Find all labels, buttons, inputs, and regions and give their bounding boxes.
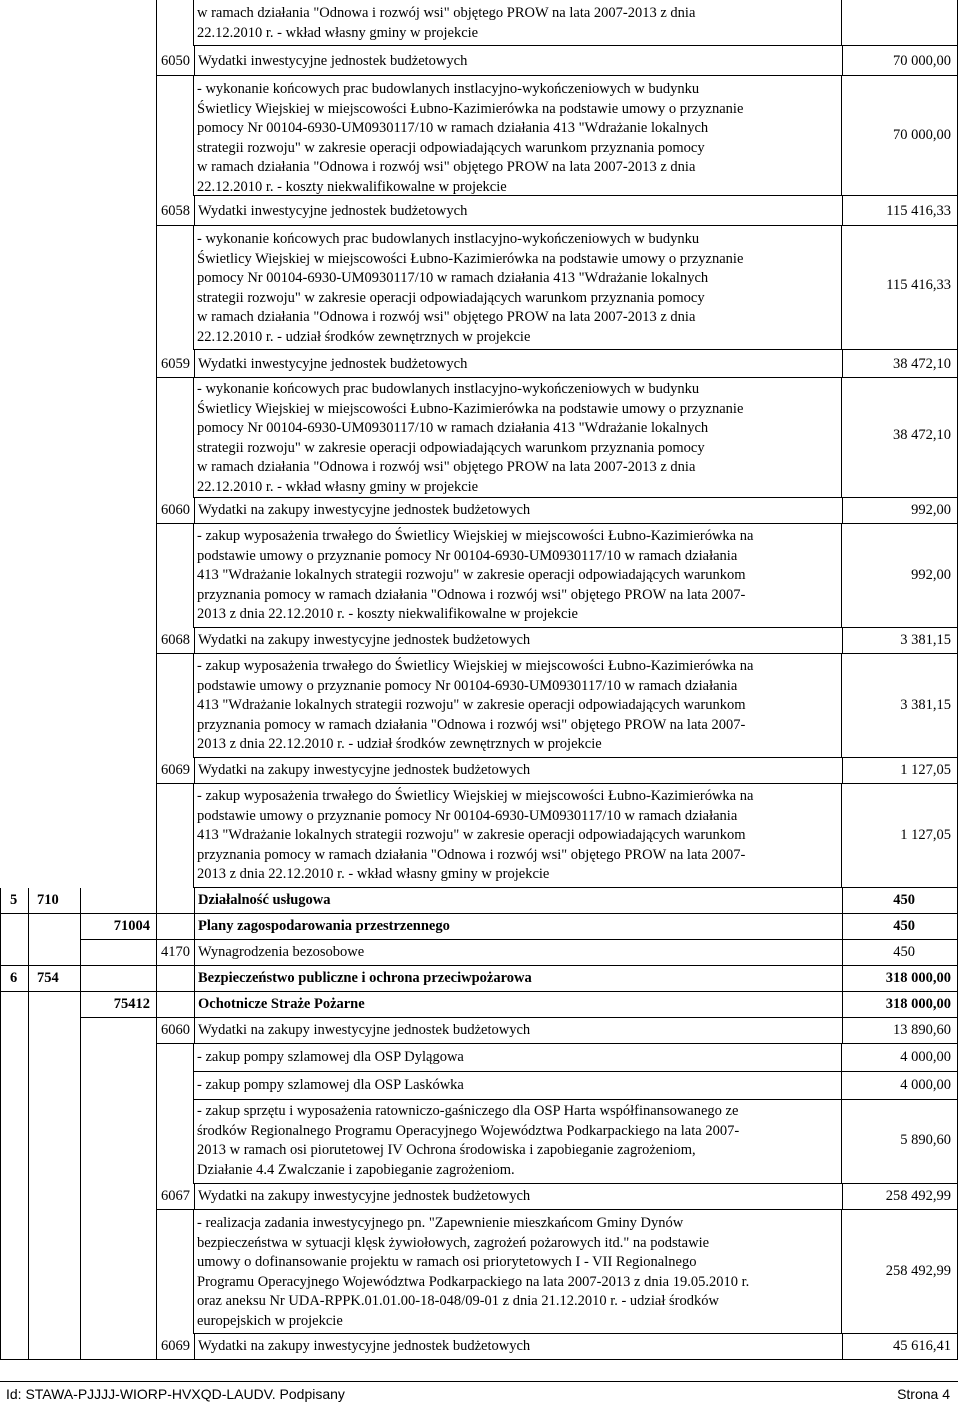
paragraph-code: 6069 bbox=[161, 762, 190, 778]
row-amount: 450 bbox=[893, 944, 915, 960]
table-row bbox=[0, 350, 958, 378]
row-amount: 115 416,33 bbox=[886, 277, 951, 293]
row-description: w ramach działania "Odnowa i rozwój wsi" objętego PROW na lata 2007-2013 z dnia 22.12.2010 r. - wkład własny gminy w projekcie bbox=[197, 5, 696, 41]
row-description: Wydatki na zakupy inwestycyjne jednostek budżetowych bbox=[198, 632, 531, 648]
paragraph-code: 6059 bbox=[161, 356, 190, 372]
section-spacer bbox=[0, 914, 80, 966]
row-description: - zakup wyposażenia trwałego do Świetlicy Wiejskiej w miejscowości Łubno-Kazimierówka na podstawie umowy o przyznanie pomocy Nr 00104-6930-UM0930117/10 w ramach działania 413 "Wdrażanie lokalnych strategii rozwoju" w zakresie operacji odpowiadających warunkom przyznania pomocy w ramach działania "Odnowa i rozwój wsi" objętego PROW na lata 2007- 2013 z dnia 22.12.2010 r. - koszty niekwalifikowalne w projekcie bbox=[197, 528, 754, 622]
row-description: Wydatki inwestycyjne jednostek budżetowych bbox=[198, 53, 468, 69]
row-amount: 3 381,15 bbox=[900, 632, 951, 648]
row-amount: 5 890,60 bbox=[900, 1132, 951, 1148]
paragraph-code: 4170 bbox=[161, 944, 190, 960]
row-amount: 1 127,05 bbox=[900, 827, 951, 843]
row-amount: 258 492,99 bbox=[885, 1263, 951, 1279]
row-amount: 4 000,00 bbox=[900, 1049, 951, 1065]
chapter-code: 71004 bbox=[113, 918, 150, 934]
row-amount: 38 472,10 bbox=[893, 356, 951, 372]
column-rule bbox=[28, 914, 29, 966]
chapter-amount: 450 bbox=[893, 918, 915, 934]
paragraph-code: 6067 bbox=[161, 1188, 190, 1204]
row-amount: 13 890,60 bbox=[893, 1022, 951, 1038]
table-row bbox=[0, 524, 958, 628]
table-row bbox=[0, 498, 958, 524]
row-description: Wydatki na zakupy inwestycyjne jednostek budżetowych bbox=[198, 1188, 531, 1204]
chapter-amount: 318 000,00 bbox=[885, 996, 951, 1012]
page-footer bbox=[0, 1381, 958, 1404]
row-description: - zakup wyposażenia trwałego do Świetlicy Wiejskiej w miejscowości Łubno-Kazimierówka na podstawie umowy o przyznanie pomocy Nr 00104-6930-UM0930117/10 w ramach działania 413 "Wdrażanie lokalnych strategii rozwoju" w zakresie operacji odpowiadających warunkom przyznania pomocy w ramach działania "Odnowa i rozwój wsi" objętego PROW na lata 2007- 2013 z dnia 22.12.2010 r. - wkład własny gminy w projekcie bbox=[197, 788, 754, 882]
row-amount: 70 000,00 bbox=[893, 53, 951, 69]
row-description: Wydatki na zakupy inwestycyjne jednostek budżetowych bbox=[198, 762, 531, 778]
row-description: - realizacja zadania inwestycyjnego pn. "Zapewnienie mieszkańcom Gminy Dynów bezpieczeństwa w sytuacji klęsk żywiołowych, zagrożeń pożarowych itd." na podstawie umowy o dofinansowanie projektu w ramach osi priorytetowych I - VII Regionalnego Programu Operacyjnego Województwa Podkarpackiego na lata 2007-2013 z dnia 19.05.2010 r. oraz aneksu Nr UDA-RPPK.01.01.00-18-048/09-01 z dnia 21.12.2010 r. - udział środków europejskich w projekcie bbox=[197, 1215, 750, 1329]
paragraph-code: 6060 bbox=[161, 1022, 190, 1038]
column-rule bbox=[28, 992, 29, 1360]
section-code: 754 bbox=[37, 970, 59, 986]
row-amount: 992,00 bbox=[911, 502, 951, 518]
chapter-code: 75412 bbox=[113, 996, 150, 1012]
row-description: - zakup wyposażenia trwałego do Świetlicy Wiejskiej w miejscowości Łubno-Kazimierówka na podstawie umowy o przyznanie pomocy Nr 00104-6930-UM0930117/10 w ramach działania 413 "Wdrażanie lokalnych strategii rozwoju" w zakresie operacji odpowiadających warunkom przyznania pomocy w ramach działania "Odnowa i rozwój wsi" objętego PROW na lata 2007- 2013 z dnia 22.12.2010 r. - udział środków zewnętrznych w projekcie bbox=[197, 658, 754, 752]
page-number: Strona 4 bbox=[897, 1386, 950, 1402]
row-amount: 3 381,15 bbox=[900, 697, 951, 713]
table-row bbox=[0, 654, 958, 758]
section-code: 710 bbox=[37, 892, 59, 908]
row-amount: 1 127,05 bbox=[900, 762, 951, 778]
document-id: Id: STAWA-PJJJJ-WIORP-HVXQD-LAUDV. Podpisany bbox=[6, 1386, 345, 1402]
paragraph-code: 6058 bbox=[161, 203, 190, 219]
table-row bbox=[0, 784, 958, 888]
row-amount: 70 000,00 bbox=[893, 127, 951, 143]
row-amount: 115 416,33 bbox=[886, 203, 951, 219]
section-amount: 318 000,00 bbox=[885, 970, 951, 986]
row-description: Wydatki na zakupy inwestycyjne jednostek budżetowych bbox=[198, 502, 531, 518]
paragraph-code: 6050 bbox=[161, 53, 190, 69]
row-description: - zakup pompy szlamowej dla OSP Laskówka bbox=[197, 1077, 464, 1093]
item-number: 5 bbox=[10, 892, 18, 908]
table-row bbox=[0, 76, 958, 196]
row-description: - wykonanie końcowych prac budowlanych instlacyjno-wykończeniowych w budynku Świetlicy Wiejskiej w miejscowości Łubno-Kazimierówka na podstawie umowy o przyznanie pomocy Nr 00104-6930-UM0930117/10 w ramach działania 413 "Wdrażanie lokalnych strategii rozwoju" w zakresie operacji odpowiadających warunkom przyznania pomocy w ramach działania "Odnowa i rozwój wsi" objętego PROW na lata 2007-2013 z dnia 22.12.2010 r. - udział środków zewnętrznych w projekcie bbox=[197, 231, 744, 345]
row-amount: 258 492,99 bbox=[885, 1188, 951, 1204]
paragraph-code: 6060 bbox=[161, 502, 190, 518]
section-spacer bbox=[80, 940, 156, 966]
row-description: - zakup pompy szlamowej dla OSP Dylągowa bbox=[197, 1049, 464, 1065]
row-description: - zakup sprzętu i wyposażenia ratowniczo-gaśniczego dla OSP Harta współfinansowanego ze środków Regionalnego Programu Operacyjnego Województwa Podkarpackiego na lata 2007- 2013 w ramach osi piorutetowej IV Ochrona środowiska i zapobieganie zagrożeniom, Działanie 4.4 Zwalczanie i zapobieganie zagrożeniom. bbox=[197, 1103, 740, 1178]
section-spacer bbox=[80, 1018, 156, 1360]
row-description: Wydatki inwestycyjne jednostek budżetowych bbox=[198, 203, 468, 219]
row-amount: 45 616,41 bbox=[893, 1338, 951, 1354]
row-description: - wykonanie końcowych prac budowlanych instlacyjno-wykończeniowych w budynku Świetlicy Wiejskiej w miejscowości Łubno-Kazimierówka na podstawie umowy o przyznanie pomocy Nr 00104-6930-UM0930117/10 w ramach działania 413 "Wdrażanie lokalnych strategii rozwoju" w zakresie operacji odpowiadających warunkom przyznania pomocy w ramach działania "Odnowa i rozwój wsi" objętego PROW na lata 2007-2013 z dnia 22.12.2010 r. - koszty niekwalifikowalne w projekcie bbox=[197, 81, 744, 195]
paragraph-code: 6068 bbox=[161, 632, 190, 648]
row-description: Wydatki na zakupy inwestycyjne jednostek budżetowych bbox=[198, 1338, 531, 1354]
table-row bbox=[0, 992, 958, 1018]
table-row bbox=[0, 196, 958, 226]
item-number: 6 bbox=[10, 970, 18, 986]
table-row bbox=[0, 888, 958, 914]
section-amount: 450 bbox=[893, 892, 915, 908]
table-row bbox=[0, 226, 958, 350]
chapter-title: Ochotnicze Straże Pożarne bbox=[198, 996, 365, 1012]
paragraph-code: 6069 bbox=[161, 1338, 190, 1354]
table-row bbox=[0, 628, 958, 654]
table-row bbox=[0, 758, 958, 784]
table-row bbox=[0, 0, 958, 46]
row-amount: 992,00 bbox=[911, 567, 951, 583]
section-title: Bezpieczeństwo publiczne i ochrona przeciwpożarowa bbox=[198, 970, 532, 986]
section-spacer bbox=[0, 992, 80, 1360]
row-description: - wykonanie końcowych prac budowlanych instlacyjno-wykończeniowych w budynku Świetlicy Wiejskiej w miejscowości Łubno-Kazimierówka na podstawie umowy o przyznanie pomocy Nr 00104-6930-UM0930117/10 w ramach działania 413 "Wdrażanie lokalnych strategii rozwoju" w zakresie operacji odpowiadających warunkom przyznania pomocy w ramach działania "Odnowa i rozwój wsi" objętego PROW na lata 2007-2013 z dnia 22.12.2010 r. - wkład własny gminy w projekcie bbox=[197, 381, 744, 495]
row-description: Wydatki inwestycyjne jednostek budżetowych bbox=[198, 356, 468, 372]
chapter-title: Plany zagospodarowania przestrzennego bbox=[198, 918, 450, 934]
table-row bbox=[0, 378, 958, 498]
row-amount: 38 472,10 bbox=[893, 427, 951, 443]
row-description: Wydatki na zakupy inwestycyjne jednostek budżetowych bbox=[198, 1022, 531, 1038]
row-amount: 4 000,00 bbox=[900, 1077, 951, 1093]
section-title: Działalność usługowa bbox=[198, 892, 331, 908]
row-description: Wynagrodzenia bezosobowe bbox=[198, 944, 365, 960]
table-row bbox=[0, 966, 958, 992]
table-row bbox=[0, 46, 958, 76]
table-row bbox=[0, 914, 958, 940]
